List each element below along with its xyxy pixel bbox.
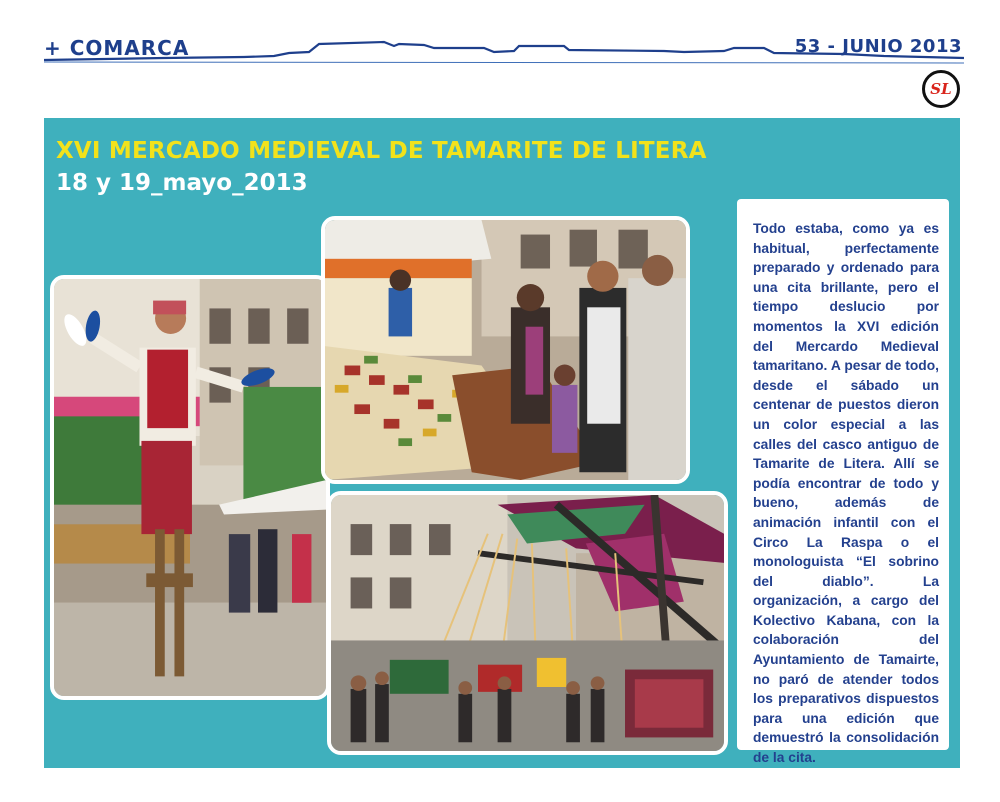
article-headline: XVI MERCADO MEDIEVAL DE TAMARITE DE LITERA [56,138,707,164]
publication-logo [922,70,960,108]
stilt-juggler-illustration [54,279,326,696]
article-text-box [737,199,949,766]
issue-date: 53 - JUNIO 2013 [794,36,962,57]
section-title: + COMARCA [44,36,190,60]
logo-letters: SL [930,80,952,98]
photo-market-stall [321,216,690,484]
skyline-rule [44,34,964,66]
market-stall-illustration [325,220,686,480]
article-body: Todo estaba, como ya es habitual, perfectamente preparado y ordenado para una cita brillante, pero el tiempo deslucio por momentos la XVI edición del Mercardo Medieval tamaritano. A pesar de todo, desde el sábado un centenar de puestos dieron un color especial a las calles del casco antiguo de Tamarite de Litera. Allí se podía encontrar de todo y bueno, además de animación infantil con el Circo La Raspa o el monologuista “El sobrino del diablo”. La organización, a cargo del Kolectivo Kabana, con la colaboración del Ayuntamiento de Tamairte, no paró de atender todos los preparativos dispuestos para una edición que demuestró la consolidación de la cita. [753,221,939,766]
carousel-illustration [331,495,724,751]
photo-stilt-juggler [50,275,330,700]
article-dates: 18 y 19_mayo_2013 [56,170,308,196]
photo-carousel [327,491,728,755]
